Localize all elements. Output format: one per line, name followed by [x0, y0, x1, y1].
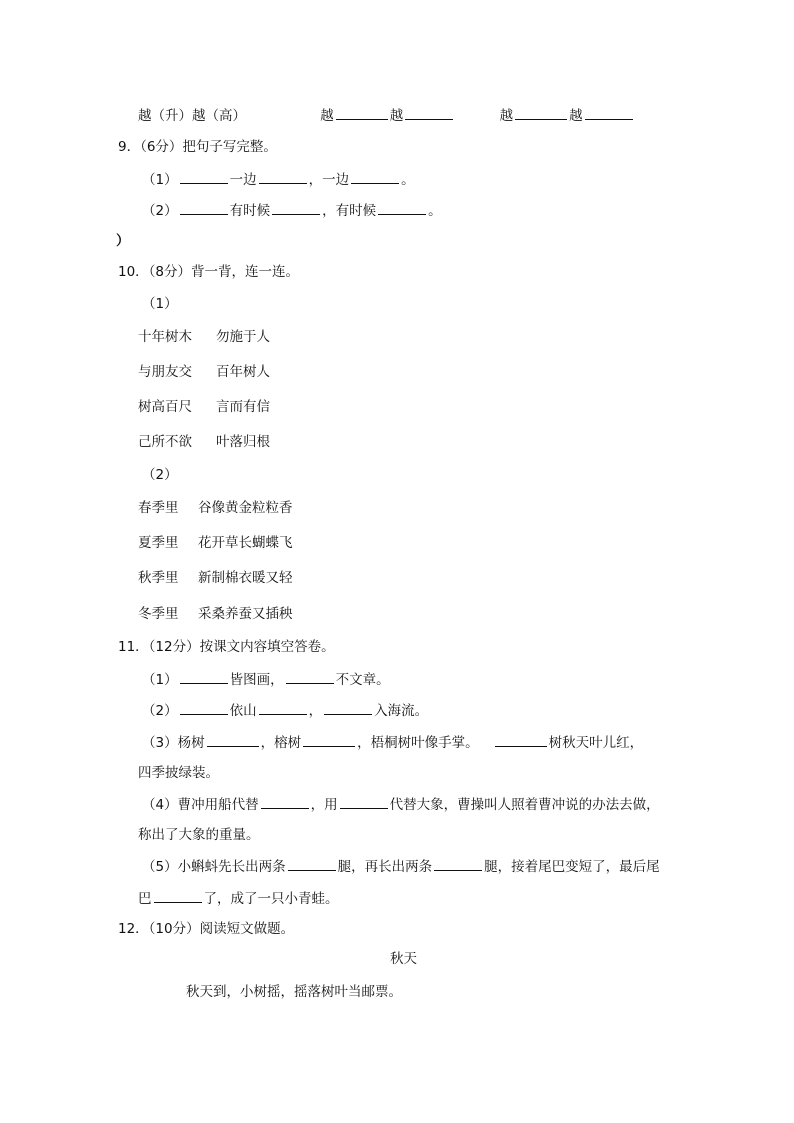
answer-blank[interactable]	[585, 106, 633, 120]
answer-blank[interactable]	[207, 733, 259, 747]
answer-blank[interactable]	[261, 795, 309, 809]
q9-item-1: （1） 一边 ，一边 。	[142, 172, 415, 188]
answer-blank[interactable]	[180, 201, 228, 215]
q12-heading: 12．（10分）阅读短文做题。	[118, 921, 295, 937]
answer-blank[interactable]	[378, 201, 426, 215]
match-right-item[interactable]: 花开草长蝴蝶飞	[198, 535, 293, 551]
match-right-item[interactable]: 勿施于人	[216, 329, 270, 345]
match-right-item[interactable]: 叶落归根	[216, 434, 270, 450]
q10-part2-label: （2）	[142, 467, 178, 483]
match-left-item[interactable]: 春季里	[138, 500, 179, 516]
q10-part1-label: （1）	[142, 296, 178, 312]
stray-mark: ）	[116, 233, 130, 249]
answer-blank[interactable]	[180, 701, 228, 715]
answer-blank[interactable]	[324, 701, 372, 715]
answer-blank[interactable]	[340, 795, 388, 809]
match-left-item[interactable]: 冬季里	[138, 606, 179, 622]
q11-item-1: （1） 皆图画， 不文章。	[142, 672, 390, 688]
answer-blank[interactable]	[405, 106, 453, 120]
answer-blank[interactable]	[336, 106, 388, 120]
passage-title: 秋天	[390, 951, 417, 967]
q11-item-3-cont: 四季披绿装。	[138, 765, 219, 781]
answer-blank[interactable]	[351, 170, 399, 184]
answer-blank[interactable]	[288, 857, 336, 871]
q11-item-2: （2） 依山 ， 入海流。	[142, 703, 429, 719]
answer-blank[interactable]	[180, 170, 228, 184]
answer-blank[interactable]	[272, 201, 320, 215]
q9-heading: 9．（6分）把句子写完整。	[118, 139, 277, 155]
match-right-item[interactable]: 谷像黄金粒粒香	[198, 500, 293, 516]
q9-item-2: （2） 有时候 ，有时候 。	[142, 203, 442, 219]
answer-blank[interactable]	[515, 106, 567, 120]
q11-item-3: （3）杨树 ，榕树 ，梧桐树叶像手掌。 树秋天叶儿红，	[142, 735, 644, 751]
q11-item-4-cont: 称出了大象的重量。	[138, 827, 260, 843]
answer-blank[interactable]	[259, 701, 307, 715]
q11-item-4: （4）曹冲用船代替 ，用 代替大象，曹操叫人照着曹冲说的办法去做，	[142, 797, 660, 813]
q11-item-5: （5）小蝌蚪先长出两条 腿，再长出两条 腿，接着尾巴变短了，最后尾	[142, 859, 660, 875]
q10-heading: 10．（8分）背一背，连一连。	[118, 264, 300, 280]
q11-heading: 11．（12分）按课文内容填空答卷。	[118, 639, 335, 655]
passage-line: 秋天到，小树摇，摇落树叶当邮票。	[186, 984, 402, 1000]
q8-example: 越（升）越（高）	[138, 108, 246, 124]
answer-blank[interactable]	[154, 889, 202, 903]
match-left-item[interactable]: 十年树木	[138, 329, 192, 345]
match-right-item[interactable]: 百年树人	[216, 364, 270, 380]
answer-blank[interactable]	[495, 733, 547, 747]
answer-blank[interactable]	[434, 857, 482, 871]
match-right-item[interactable]: 新制棉衣暖又轻	[198, 570, 293, 586]
match-left-item[interactable]: 夏季里	[138, 535, 179, 551]
match-right-item[interactable]: 言而有信	[216, 399, 270, 415]
q11-item-5-cont: 巴 了，成了一只小青蛙。	[138, 891, 339, 907]
answer-blank[interactable]	[286, 670, 334, 684]
q8-line: 越（升）越（高） 越 越 越 越	[138, 106, 635, 125]
match-right-item[interactable]: 采桑养蚕又插秧	[198, 606, 293, 622]
answer-blank[interactable]	[303, 733, 355, 747]
match-left-item[interactable]: 树高百尺	[138, 399, 192, 415]
match-left-item[interactable]: 己所不欲	[138, 434, 192, 450]
match-left-item[interactable]: 秋季里	[138, 570, 179, 586]
match-left-item[interactable]: 与朋友交	[138, 364, 192, 380]
answer-blank[interactable]	[180, 670, 228, 684]
answer-blank[interactable]	[259, 170, 307, 184]
